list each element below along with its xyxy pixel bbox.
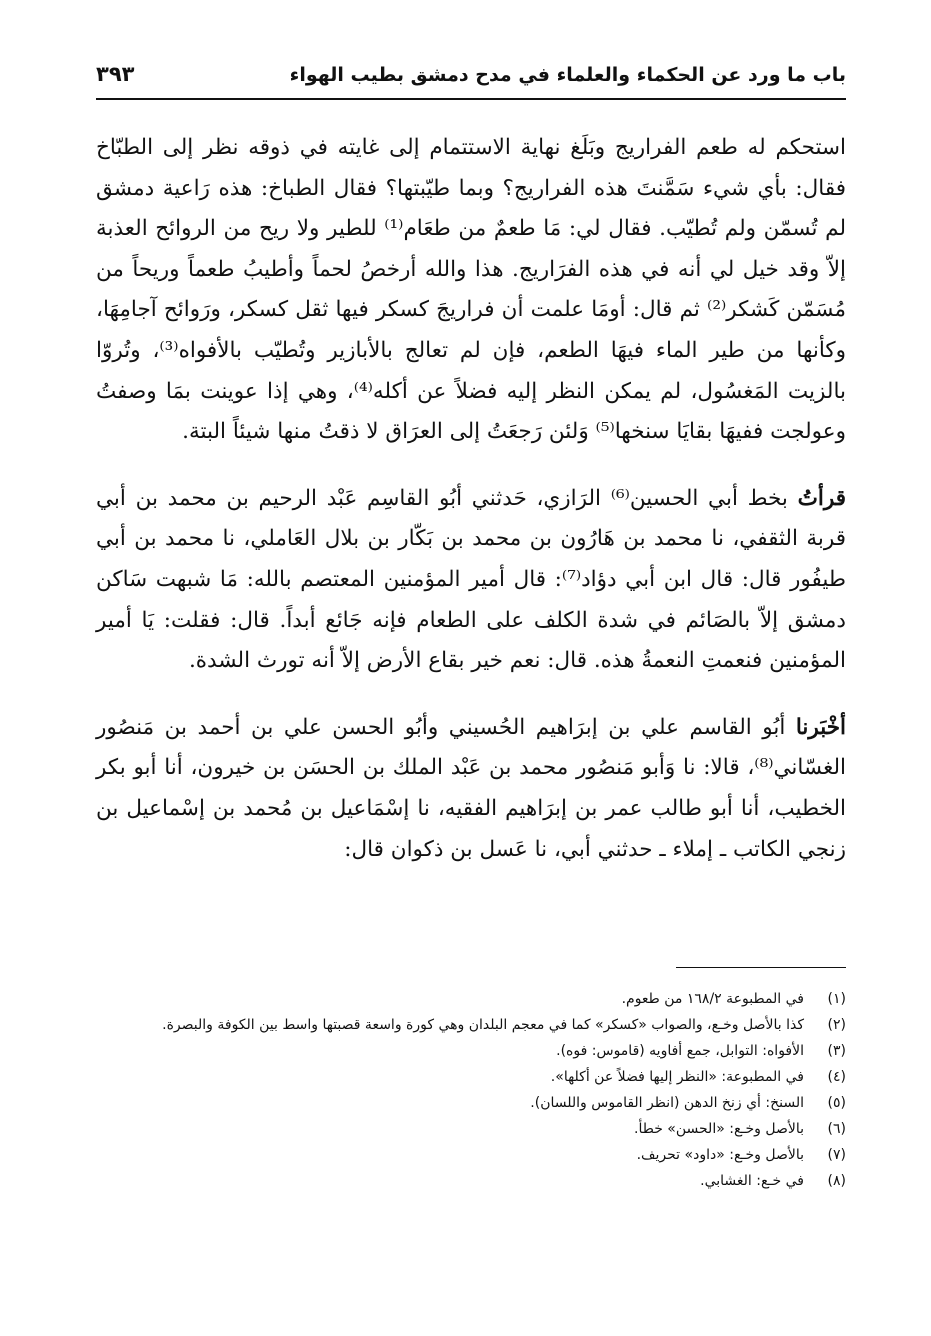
footnote-text: في خـع: الغشابي. — [700, 1173, 804, 1189]
footnote-number: (١) — [827, 991, 846, 1007]
footnotes-list — [72, 986, 846, 1194]
footnote-number: (٣) — [827, 1043, 846, 1059]
footnote — [72, 986, 846, 1012]
paragraph — [96, 708, 846, 870]
main-text — [96, 128, 846, 870]
footnote — [72, 1090, 846, 1116]
footnote — [72, 1012, 846, 1038]
footnote-text: السنخ: أي زنخ الدهن (انظر القاموس واللسان). — [530, 1095, 804, 1111]
footnote-text: بالأصل وخـع: «داود» تحريف. — [636, 1147, 804, 1163]
footnote-divider — [676, 967, 846, 968]
footnote-text: في المطبوعة: «النظر إليها فضلاً عن أكلها». — [550, 1069, 804, 1085]
paragraph — [96, 128, 846, 453]
paragraph-text: استحكم له طعم الفراريج وبَلَغ نهاية الاستتمام إلى غايته في ذوقه نظر إلى الطبّاخ فقال: بأي شيء سَمَّنتَ هذه الفراريج؟ وبما طيّبتها؟ فقال الطباخ: هذه رَاعية دمشق لم تُسمّن ولم تُطيّب. فقال لي: مَا طعمٌ من طعَام⁽¹⁾ للطير ولا ريح من الروائح العذبة إلاّ وقد خيل لي أنه في هذه الفرَاريج. هذا والله أرخصُ لحماً وأطيبُ طعماً وريحاً من مُسَمّن كَشكر⁽²⁾ ثم قال: أومَا علمت أن فراريجَ كسكر فيها ثقل كسكر، ورَوائح آجامِهَا، وكأنها من طير الماء فيهَا الطعم، فإن لم تعالج بالأبازير وتُطيّب بالأفواه⁽³⁾، وتُروّا بالزيت المَغسُول، لم يمكن النظر إليه فضلاً عن أكله⁽⁴⁾، وهي إذا عوينت بمَا وصفتُ وعولجت ففيهَا بقايَا سنخها⁽⁵⁾ وَلئن رَجعَتُ إلى العرَاق لا ذقتُ منها شيئاً البتة. — [96, 135, 847, 445]
footnote-number: (٥) — [827, 1095, 846, 1111]
footnote — [72, 1168, 846, 1194]
footnote-number: (٧) — [827, 1147, 846, 1163]
footnote-number: (٨) — [827, 1173, 846, 1189]
paragraph-text: بخط أبي الحسين⁽⁶⁾ الرَازي، حَدثني أبُو القاسِم عَبْد الرحيم بن محمد بن أبي قربة الثقفي، نا محمد بن هَارُون بن محمد بن بَكّار بن بلال العَاملي، نا محمد بن أبي طيفُور قال: قال ابن أبي دؤاد⁽⁷⁾: قال أمير المؤمنين المعتصم بالله: مَا شبهت سَاكن دمشق إلاّ بالصَائم في شدة الكلف على الطعام فإنه جَائع أبداً. قال: فقلت: يَا أمير المؤمنين فنعمتِ النعمةُ هذه. قال: نعم خير بقاع الأرض إلاّ أنه تورث الشدة. — [96, 485, 846, 674]
footnote-number: (٦) — [827, 1121, 846, 1137]
chapter-title: باب ما ورد عن الحكماء والعلماء في مدح دمشق بطيب الهواء — [289, 64, 846, 86]
footnote-text: في المطبوعة ١٦٨/٢ من طعوم. — [621, 991, 804, 1007]
paragraph-lead: أخْبَرنا — [795, 714, 846, 740]
footnote-text: كذا بالأصل وخـع، والصواب «كسكر» كما في معجم البلدان وهي كورة واسعة قصبتها واسط بين الكوفة والبصرة. — [162, 1017, 804, 1033]
page-number: ٣٩٣ — [96, 62, 135, 86]
footnote — [72, 1064, 846, 1090]
paragraph-lead: قرأتُ — [797, 485, 846, 511]
paragraph — [96, 479, 846, 682]
paragraph-text: أبُو القاسم علي بن إبرَاهيم الحُسيني وأبُو الحسن علي بن أحمد بن مَنصُور الغسّاني⁽⁸⁾، قالا: نا وَأبو مَنصُور محمد بن عَبْد الملك بن الحسَن بن خيرون، أنا أبو بكر الخطيب، أنا أبو طالب عمر بن إبرَاهيم الفقيه، نا إسْمَاعيل بن مُحمد بن إسْماعيل بن زنجي الكاتب ـ إملاء ـ حدثني أبي، نا عَسل بن ذكوان قال: — [96, 714, 846, 862]
footnote-text: الأفواه: التوابل، جمع أفاويه (قاموس: فوه). — [556, 1043, 804, 1059]
footnote-number: (٤) — [827, 1069, 846, 1085]
footnote — [72, 1038, 846, 1064]
footnote-number: (٢) — [827, 1017, 846, 1033]
running-header — [96, 58, 846, 100]
footnote — [72, 1142, 846, 1168]
footnote-text: بالأصل وخـع: «الحسن» خطأ. — [634, 1121, 804, 1137]
footnote — [72, 1116, 846, 1142]
